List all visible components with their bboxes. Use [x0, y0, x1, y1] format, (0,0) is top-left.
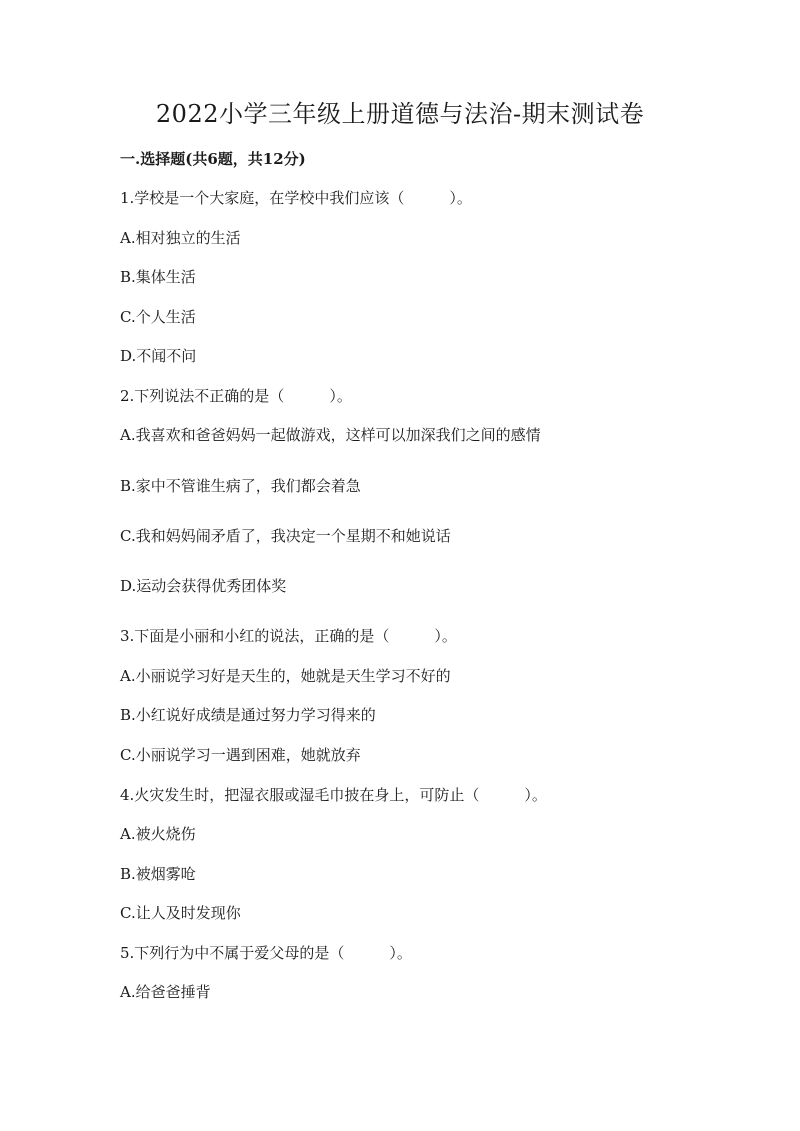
question-2-option-c: C.我和妈妈闹矛盾了，我决定一个星期不和她说话 — [120, 527, 451, 545]
question-4-option-a: A.被火烧伤 — [120, 825, 196, 843]
question-3-stem: 3.下面是小丽和小红的说法，正确的是（ ）。 — [120, 627, 457, 645]
question-1-stem: 1.学校是一个大家庭，在学校中我们应该（ ）。 — [120, 189, 472, 207]
question-2-stem: 2.下列说法不正确的是（ ）。 — [120, 387, 352, 405]
question-3-option-b: B.小红说好成绩是通过努力学习得来的 — [120, 706, 376, 724]
question-3-option-a: A.小丽说学习好是天生的，她就是天生学习不好的 — [120, 667, 451, 685]
question-4-stem: 4.火灾发生时，把湿衣服或湿毛巾披在身上，可防止（ ）。 — [120, 786, 547, 804]
question-4-option-c: C.让人及时发现你 — [120, 904, 241, 922]
question-2-option-b: B.家中不管谁生病了，我们都会着急 — [120, 477, 361, 495]
question-1-option-b: B.集体生活 — [120, 268, 196, 286]
question-3-option-c: C.小丽说学习一遇到困难，她就放弃 — [120, 746, 361, 764]
question-5-stem: 5.下列行为中不属于爱父母的是（ ）。 — [120, 944, 412, 962]
page-title: 2022小学三年级上册道德与法治-期末测试卷 — [155, 100, 645, 128]
question-1-option-c: C.个人生活 — [120, 308, 196, 326]
question-1-option-a: A.相对独立的生活 — [120, 229, 241, 247]
question-5-option-a: A.给爸爸捶背 — [120, 983, 211, 1001]
section-header: 一.选择题(共6题，共12分) — [120, 150, 306, 168]
question-1-option-d: D.不闻不问 — [120, 347, 197, 365]
question-4-option-b: B.被烟雾呛 — [120, 865, 196, 883]
question-2-option-d: D.运动会获得优秀团体奖 — [120, 577, 287, 595]
question-2-option-a: A.我喜欢和爸爸妈妈一起做游戏，这样可以加深我们之间的感情 — [120, 426, 541, 444]
